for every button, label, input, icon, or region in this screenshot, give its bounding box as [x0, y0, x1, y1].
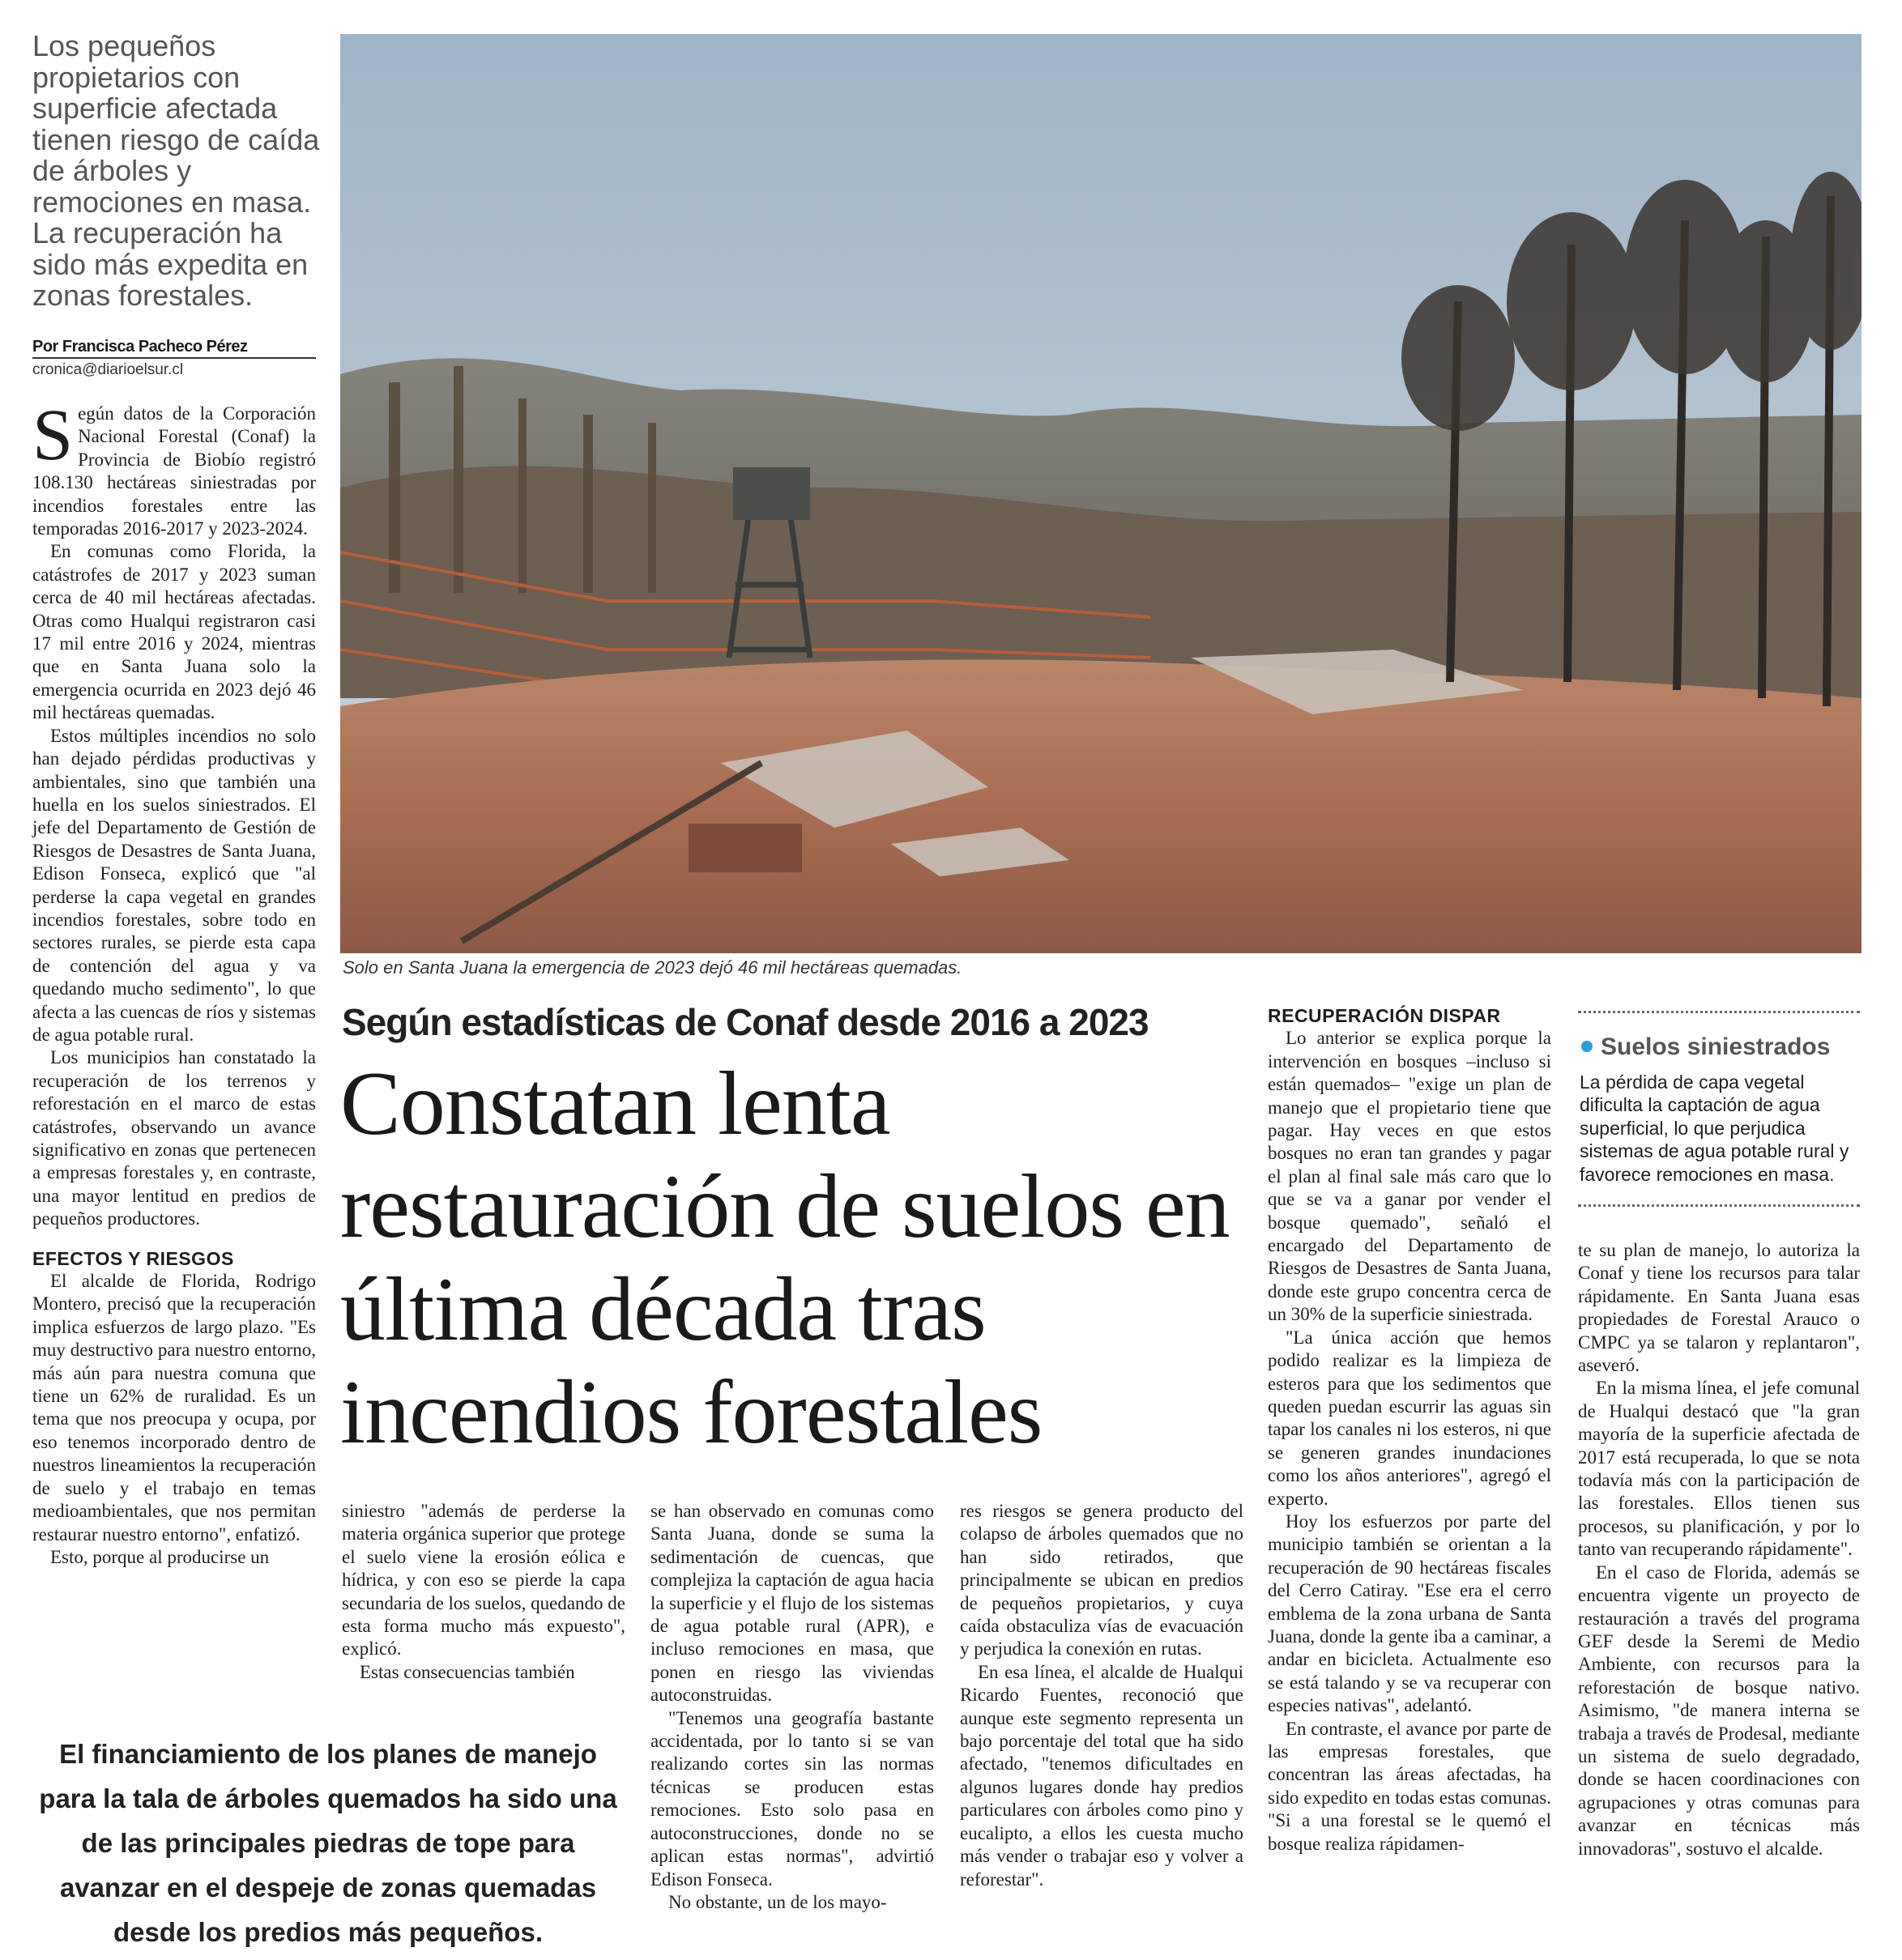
- article-column-2: [342, 1500, 625, 1684]
- paragraph-text: egún datos de la Corporación Nacional Forestal (Conaf) la Provincia de Biobío registró 108.130 hectáreas siniestradas por incendios forestales entre las temporadas 2016-2017 y 2023-2024.: [32, 403, 316, 539]
- section-subhead: RECUPERACIÓN DISPAR: [1268, 1005, 1501, 1026]
- paragraph: En la misma línea, el jefe comunal de Hualqui destacó que "la gran mayoría de la superficie afectada de 2017 está recuperada, lo que se nota todavía más con la participación de las forestales. Ellos tienen sus procesos, su planificación, y por lo tanto van recuperando rápidamente".: [1578, 1378, 1860, 1560]
- article-lede: Los pequeños propietarios con superficie afectada tienen riesgo de caída de árboles y remociones en masa. La recuperación ha sido más expedita en zonas forestales.: [32, 29, 320, 312]
- sidebar-title: [1580, 1033, 1830, 1061]
- paragraph: siniestro "además de perderse la materia orgánica superior que protege el suelo viene la erosión eólica e hídrica, y con eso se pierde la capa secundaria de los suelos, quedando de esta forma mucho más expuesto", explicó.: [342, 1501, 626, 1660]
- paragraph: Lo anterior se explica porque la intervención en bosques –incluso si están quemados– "exige un plan de manejo que el propietario tiene que pagar. Hay veces en que estos bosques no eran tan grandes y pagar el plan al final sale más caro que lo que se va a ganar por vender el bosque quemado", señaló el encargado del Departamento de Riesgos de Desastres de Santa Juana, donde este grupo concentra cerca de un 30% de la superficie siniestrada.: [1268, 1028, 1551, 1325]
- paragraph: Hoy los esfuerzos por parte del municipio también se orientan a la recuperación de 90 hectáreas fiscales del Cerro Catiray. "Ese era el cerro emblema de la zona urbana de Santa Juana, donde la gente iba a caminar, a andar en bicicleta. Actualmente eso se está talando y se va recuperar con especies nativas", adelantó.: [1268, 1510, 1551, 1716]
- byline-email: cronica@diarioelsur.cl: [32, 361, 184, 378]
- drop-cap: S: [32, 395, 74, 475]
- paragraph: "La única acción que hemos podido realizar es la limpieza de esteros para que los sedimentos que queden puedan escurrir las aguas sin tapar los canales ni los esteros, ni que se generen grandes inundaciones como los años anteriores", agregó el experto.: [1268, 1327, 1551, 1509]
- paragraph: res riesgos se genera producto del colapso de árboles quemados que no han sido retirados, que principalmente se ubican en predios de pequeños propietarios, y cuya caída obstaculiza vías de evacuación y perjudica la conexión en rutas.: [960, 1501, 1243, 1660]
- pull-quote: El financiamiento de los planes de manejo para la tala de árboles quemados ha sido una de las principales piedras de tope para avanzar en el despeje de zonas quemadas desde los predios más pequeños.: [39, 1739, 617, 1947]
- paragraph: No obstante, un de los mayo-: [668, 1891, 887, 1912]
- article-column-5: [1268, 1004, 1551, 1856]
- article-column-4: [960, 1500, 1243, 1891]
- photo-caption: Solo en Santa Juana la emergencia de 2023 dejó 46 mil hectáreas quemadas.: [343, 957, 962, 978]
- headline-kicker: Según estadísticas de Conaf desde 2016 a 2023: [342, 1001, 1149, 1043]
- paragraph: Esto, porque al producirse un: [50, 1546, 270, 1567]
- article-column-3: [650, 1500, 934, 1914]
- byline-name: Por Francisca Pacheco Pérez: [32, 338, 248, 356]
- sidebar-top-rule: [1578, 1011, 1860, 1013]
- article-column-6: [1578, 1239, 1860, 1860]
- paragraph: "Tenemos una geografía bastante accidentada, por lo tanto si se van realizando cortes sin las normas técnicas se producen estas remociones. Esto solo pasa en autoconstrucciones, donde no se aplican estas normas", advirtió Edison Fonseca.: [650, 1707, 934, 1890]
- paragraph: se han observado en comunas como Santa Juana, donde se suma la sedimentación de cuencas, que complejiza la captación de agua hacia la superficie y el flujo de los sistemas de agua potable rural (APR), e incluso remociones en masa, que ponen en riesgo las viviendas autoconstruidas.: [650, 1501, 934, 1706]
- paragraph: En contraste, el avance por parte de las empresas forestales, que concentran las áreas afectadas, ha sido expedito en todas estas comunas. "Si a una forestal se le quemó el bosque realiza rápidamen-: [1268, 1718, 1551, 1854]
- paragraph: Estas consecuencias también: [360, 1661, 575, 1682]
- paragraph: En el caso de Florida, además se encuentra vigente un proyecto de restauración a través del programa GEF desde la Seremi de Medio Ambiente, con recursos para la reforestación de bosque nativo. Asimismo, "de manera interna se trabaja a través de Prodesal, mediante un sistema de suelo degradado, donde se hacen coordinaciones con agrupaciones y otras comunas para avanzar en técnicas más innovadoras", sostuvo el alcalde.: [1578, 1562, 1860, 1859]
- article-column-1: [32, 395, 316, 1569]
- paragraph: En comunas como Florida, la catástrofes de 2017 y 2023 suman cerca de 40 mil hectáreas afectadas. Otras como Hualqui registraron casi 17 mil entre 2016 y 2024, mientras que en Santa Juana solo la emergencia ocurrida en 2023 dejó 46 mil hectáreas quemadas.: [32, 541, 316, 723]
- paragraph: te su plan de manejo, lo autoriza la Conaf y tiene los recursos para talar rápidamente. En Santa Juana esas propiedades de Forestal Arauco o CMPC ya se talaron y replantaron", aseveró.: [1578, 1240, 1860, 1376]
- sidebar-bottom-rule: [1578, 1204, 1860, 1207]
- paragraph: [32, 395, 316, 540]
- sidebar-title-text: Suelos siniestrados: [1601, 1033, 1831, 1060]
- headline: Constatan lenta restauración de suelos en última década tras incendios forestales: [340, 1054, 1230, 1463]
- paragraph: Los municipios han constatado la recuperación de los terrenos y reforestación en el marco de estas catástrofes, observando un avance significativo en zonas que pertenecen a empresas forestales y, en contraste, una mayor lentitud en predios de pequeños productores.: [32, 1047, 316, 1229]
- paragraph: El alcalde de Florida, Rodrigo Montero, precisó que la recuperación implica esfuerzos de largo plazo. "Es muy destructivo para nuestro entorno, más aún para nuestra comuna que tiene un 62% de ruralidad. Es un tema que nos preocupa y ocupa, por eso tenemos incorporado dentro de nuestros lineamientos la recuperación de suelo y el trabajo en temas medioambientales, que nos permitan restaurar nuestro entorno", enfatizó.: [32, 1271, 316, 1545]
- byline-divider: [32, 357, 316, 359]
- sidebar-text: La pérdida de capa vegetal dificulta la captación de agua superficial, lo que perjudica sistemas de agua potable rural y favorece remociones en masa.: [1580, 1072, 1849, 1185]
- wildfire-aftermath-photo: [340, 34, 1861, 953]
- section-subhead: EFECTOS Y RIESGOS: [32, 1247, 234, 1269]
- paragraph: En esa línea, el alcalde de Hualqui Ricardo Fuentes, reconoció que aunque este segmento representa un bajo porcentaje del total que ha sido afectado, "tenemos dificultades en algunos lugares donde hay predios particulares con árboles como pino y eucalipto, a ellos les cuesta mucho más vender o trabajar eso y volver a reforestar".: [960, 1661, 1243, 1890]
- paragraph: Estos múltiples incendios no solo han dejado pérdidas productivas y ambientales, sino que también una huella en los suelos siniestrados. El jefe del Departamento de Gestión de Riesgos de Desastres de Santa Juana, Edison Fonseca, explicó que "al perderse la capa vegetal en grandes incendios forestales, sobre todo en sectores rurales, se pierde esta capa de contención del agua y va quedando mucho sedimento", lo que afecta a las cuencas de ríos y sistemas de agua potable rural.: [32, 725, 316, 1045]
